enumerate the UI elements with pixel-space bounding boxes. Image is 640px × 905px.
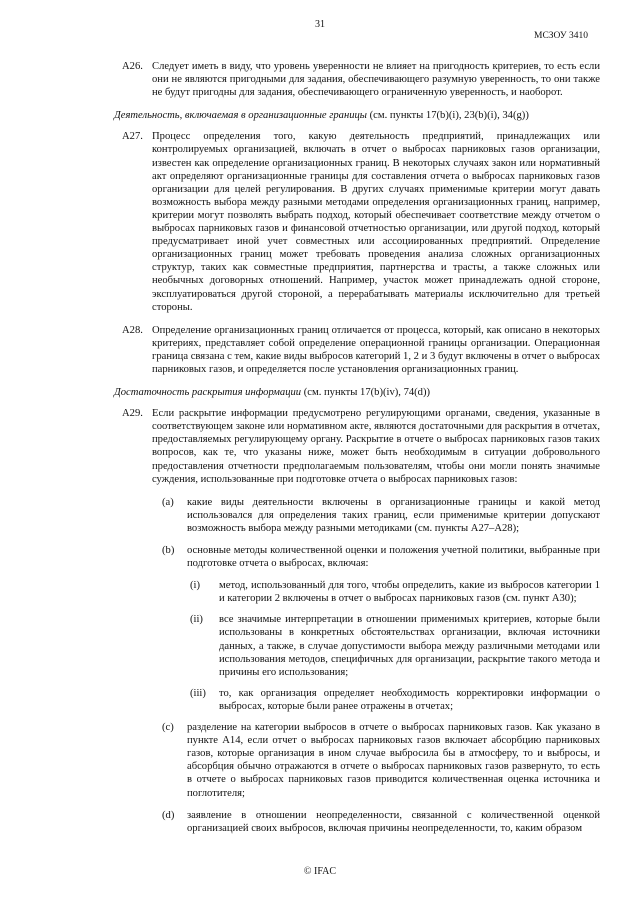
paragraph-a27 <box>122 130 600 313</box>
list-item-text: какие виды деятельности включены в организационные границы и какой метод использовался для определения таких границ, если применимые критерии допускают возможность выбора между разными методиками (см. пункты A27–A28); <box>187 496 600 534</box>
paragraph-number: A27. <box>122 131 143 143</box>
list-item-a <box>122 496 600 535</box>
sub-item-label: (iii) <box>190 687 206 699</box>
list-item-text: основные методы количественной оценки и положения учетной политики, выбранные при подготовке отчета о выбросах, включая: <box>187 545 600 570</box>
section-heading-title: Деятельность, включаемая в организационные границы <box>114 110 367 122</box>
section-heading-refs: (см. пункты 17(b)(iv), 74(d)) <box>301 387 431 399</box>
section-heading-organizational-boundaries <box>114 109 600 122</box>
sub-item-iii <box>122 687 600 713</box>
list-item-label: (d) <box>162 809 175 821</box>
sub-item-text: то, как организация определяет необходимость корректировки информации о выбросах, которые были ранее отражены в отчетах; <box>219 687 600 712</box>
sub-item-label: (i) <box>190 580 200 592</box>
paragraph-text: Определение организационных границ отличается от процесса, который, как описано в некоторых критериях, представляет собой определение операционной границы организации. Операционная граница связана с тем, какие виды выбросов категорий 1, 2 и 3 будут включены в отчет о выбросах парниковых газов, и определяется после установления организационных границ. <box>152 324 600 375</box>
sub-item-text: метод, использованный для того, чтобы определить, какие из выбросов категории 1 и категории 2 включены в отчет о выбросах парниковых газов (см. пункт A30); <box>219 580 600 605</box>
list-item-b <box>122 544 600 570</box>
section-heading-refs: (см. пункты 17(b)(i), 23(b)(i), 34(g)) <box>366 110 529 122</box>
list-item-d <box>122 809 600 835</box>
document-code: МСЗОУ 3410 <box>534 31 588 41</box>
page-number: 31 <box>315 19 325 30</box>
paragraph-number: A28. <box>122 324 143 336</box>
section-heading-disclosure-adequacy <box>114 386 600 399</box>
copyright-footer: © IFAC <box>303 866 337 877</box>
paragraph-number: A29. <box>122 408 143 420</box>
paragraph-number: A26. <box>122 61 143 72</box>
list-item-label: (c) <box>162 722 174 734</box>
list-item-c <box>122 721 600 800</box>
sub-item-i <box>122 579 600 605</box>
paragraph-text: Процесс определения того, какую деятельность предприятий, принадлежащих или контролируемых организацией, включать в отчет о выбросах парниковых газов организации, известен как определение организационных границ. В некоторых случаях закон или нормативный акт определяют организационные границы для составления отчета о выбросах парниковых газов организации для целей регулирования. В других случаях применимые критерии могут давать возможность выбора между разными методами определения организационных границ, например, критерии могут позволять выбрать подход, который обеспечивает соответствие между отчетом о выбросах парниковых газов и финансовой отчетностью организации, или другой подход, который предусматривает иной учет совместных или ассоциированных предприятий. Определение организационных границ может требовать проведения анализа сложных организационных структур, таких как совместные предприятия, партнерства и трасты, а также сложных или необычных договорных отношений. Например, участок может принадлежать одной стороне, эксплуатироваться другой стороной, а перерабатывать материалы исключительно для третьей стороны. <box>152 131 600 313</box>
sub-item-text: все значимые интерпретации в отношении применимых критериев, которые были использованы в конкретных обстоятельствах организации, включая источники данных, а также, в случае допустимости выбора между различными методами или использования методов, специфичных для организации, раскрытие такого метода и причины его использования; <box>219 614 600 678</box>
paragraph-a29 <box>122 407 600 486</box>
section-heading-title: Достаточность раскрытия информации <box>114 387 302 399</box>
paragraph-text: Следует иметь в виду, что уровень уверенности не влияет на пригодность критериев, то есть если они не являются пригодными для задания, обеспечивающего разумную уверенность, то они также не будут пригодны для задания, обеспечивающего ограниченную уверенность, и наоборот. <box>152 61 600 99</box>
page-body <box>114 60 600 844</box>
paragraph-text: Если раскрытие информации предусмотрено регулирующими органами, сведения, указанные в соответствующем законе или нормативном акте, являются достаточными для раскрытия в отчетах, предоставляемых регулирующему органу. Раскрытие в отчете о выбросах парниковых газов таких вопросов, как те, что указаны ниже, может быть необходимым в ситуации добровольного предоставления отчетности предполагаемым пользователям, чтобы они могли понять значимые суждения, использованные при подготовке отчета о выбросах парниковых газов: <box>152 408 600 485</box>
sub-item-label: (ii) <box>190 614 203 626</box>
list-item-text: разделение на категории выбросов в отчете о выбросах парниковых газов. Как указано в пункте A14, если отчет о выбросах парниковых газов включает абсорбцию парниковых газов, которые организация в ином случае выбросила бы в атмосферу, то и выбросы, и абсорбция обычно отражаются в отчете о выбросах парниковых газов развернуто, то есть в отчете о выбросах парниковых газов приводится количественная оценка источника и поглотителя; <box>187 722 600 799</box>
paragraph-a28 <box>122 324 600 376</box>
list-item-label: (b) <box>162 545 175 556</box>
sub-item-ii <box>122 613 600 678</box>
paragraph-a26 <box>122 60 600 99</box>
list-item-text: заявление в отношении неопределенности, связанной с количественной оценкой организацией своих выбросов, включая причины неопределенности, то, каким образом <box>187 809 600 834</box>
list-item-label: (a) <box>162 496 174 508</box>
